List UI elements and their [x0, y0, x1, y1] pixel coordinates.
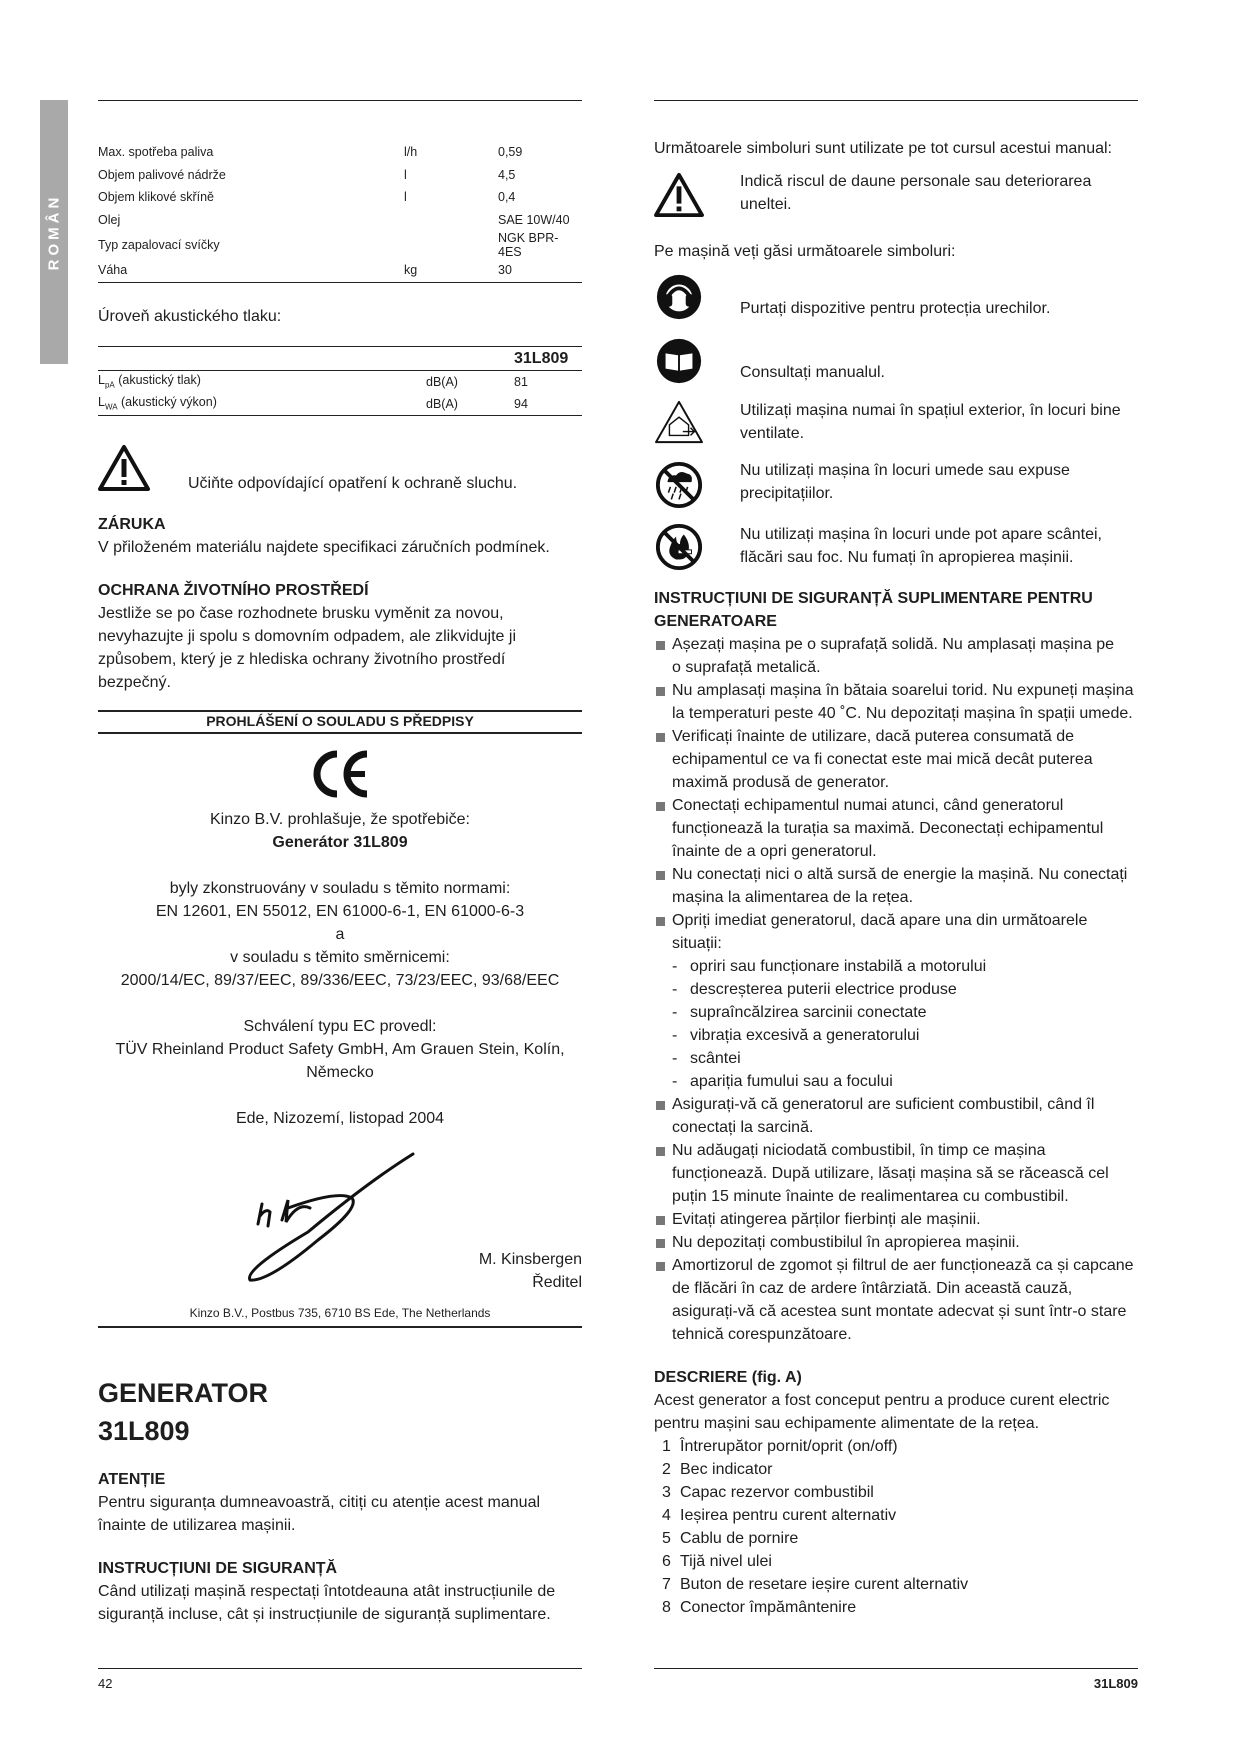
spec-row: [98, 141, 582, 164]
part-name: Capac rezervor combustibil: [680, 1484, 874, 1501]
safety-line: Când utilizați mașină respectați întotdeauna atât instrucțiunile de: [98, 1582, 556, 1600]
symbol-text-line: Nu utilizați mașina în locuri umede sau expuse: [740, 462, 1070, 479]
noise-desc: (akustický tlak): [114, 373, 201, 388]
bullet-line: Nu amplasați mașina în bătaia soarelui torid. Nu expuneți mașina: [672, 682, 1134, 699]
noise-model-header: 31L809: [514, 346, 582, 370]
ce-mark-icon: [309, 748, 371, 800]
sub-item: - apariția fumului sau a focului: [672, 1070, 1138, 1093]
part-name: Tijă nivel ulei: [680, 1553, 772, 1570]
symbol-text-line: Nu utilizați mașina în locuri unde pot apare scântei,: [740, 526, 1102, 543]
bullet-line: echipamentul ce va fi conectat este mai mică decât puterea: [672, 751, 1093, 768]
part-name: Întrerupător pornit/oprit (on/off): [680, 1438, 898, 1455]
declaration-line: Schválení typu EC provedl:: [243, 1017, 437, 1035]
spec-label: Objem palivové nádrže: [98, 167, 226, 182]
part-item: [654, 1573, 1138, 1596]
part-item: [654, 1458, 1138, 1481]
symbol-text: [740, 170, 1091, 216]
spec-unit: l: [404, 167, 407, 182]
safety-line: siguranță incluse, cât și instrucțiunile de siguranță suplimentare.: [98, 1605, 551, 1623]
bullet-line: asigurați-vă că acestea sunt montate adecvat și sunt într-o stare: [672, 1303, 1127, 1320]
declaration-and: a: [335, 925, 345, 943]
bullet-item: [654, 1254, 1138, 1346]
warranty-title: ZÁRUKA: [98, 515, 166, 533]
symbol-text: [740, 459, 1070, 505]
noise-desc: (akustický výkon): [117, 395, 217, 410]
title-line: GENERATOR: [98, 1377, 269, 1408]
declaration-title-bar: [98, 710, 582, 734]
symbol-row: [654, 273, 1138, 321]
warning-triangle-icon: [98, 444, 150, 492]
part-name: Bec indicator: [680, 1461, 773, 1478]
symbols-intro: Următoarele simboluri sunt utilizate pe tot cursul acestui manual:: [654, 140, 1112, 157]
stop-conditions-list: [654, 955, 1138, 1093]
right-column: [654, 100, 1138, 1619]
part-item: [654, 1504, 1138, 1527]
bullet-line: de flăcări în caz de ardere întârziată. Din această cauză,: [672, 1280, 1073, 1297]
bullet-item: [654, 679, 1138, 725]
bullet-line: Conectați echipamentul numai atunci, când generatorul: [672, 797, 1064, 814]
declaration-line: Kinzo B.V. prohlašuje, že spotřebiče:: [209, 810, 470, 828]
symbol-text-line: Indică riscul de daune personale sau deteriorarea: [740, 173, 1092, 190]
spec-unit: l/h: [404, 145, 418, 160]
noise-subscript: WA: [104, 402, 118, 412]
bullet-line: la temperaturi peste 40 ˚C. Nu depozitați mașina în spații umede.: [672, 705, 1133, 722]
noise-row: [98, 370, 582, 393]
noise-subscript: pA: [104, 380, 115, 390]
environment-section: [98, 579, 582, 694]
symbol-row: [654, 337, 1138, 385]
bullet-line: Așezați mașina pe o suprafață solidă. Nu amplasați mașina pe: [672, 636, 1115, 653]
sub-item: - vibrația excesivă a generatorului: [672, 1024, 1138, 1047]
bullet-item: [654, 1208, 1138, 1231]
title-model: 31L809: [98, 1415, 190, 1446]
symbol-text-line: Consultați manualul.: [740, 364, 885, 381]
noise-unit: dB(A): [426, 396, 458, 411]
bullet-line: puțin 15 minute înainte de realimentarea cu combustibil.: [672, 1188, 1069, 1205]
no-fire-icon: [654, 523, 704, 571]
description-title: DESCRIERE (fig. A): [654, 1369, 802, 1386]
bullet-item: [654, 1093, 1138, 1139]
part-number: 3: [662, 1484, 671, 1501]
noise-unit: dB(A): [426, 374, 458, 389]
footer-divider: [654, 1668, 1138, 1669]
spec-value: 0,59: [498, 145, 523, 160]
signer-role: Ředitel: [532, 1273, 582, 1291]
bullet-line: funcționează. După utilizare, lăsați mașina să se răcească cel: [672, 1165, 1109, 1182]
warning-triangle-icon: [654, 172, 704, 218]
spec-value: 0,4: [498, 190, 516, 205]
bullet-item: [654, 794, 1138, 863]
symbol-text-line: flăcări sau foc. Nu fumați în apropierea mașinii.: [740, 549, 1074, 566]
part-item: [654, 1550, 1138, 1573]
noise-symbol: L: [98, 395, 105, 410]
part-number: 6: [662, 1553, 671, 1570]
sub-item: - opriri sau funcționare instabilă a motorului: [672, 955, 1138, 978]
spec-value: 30: [498, 259, 582, 282]
attention-line: înainte de utilizarea mașinii.: [98, 1516, 296, 1534]
spec-row: [98, 209, 582, 232]
part-number: 2: [662, 1461, 671, 1478]
footer-model: 31L809: [1093, 1676, 1138, 1691]
bullet-line: Opriți imediat generatorul, dacă apare una din următoarele situații:: [672, 912, 1088, 952]
extra-safety-title: GENERATOARE: [654, 613, 777, 630]
part-number: 8: [662, 1599, 671, 1616]
hearing-warning: [98, 442, 582, 495]
declaration-title: PROHLÁŠENÍ O SOULADU S PŘEDPISY: [206, 712, 474, 729]
declaration-line: byly zkonstruovány v souladu s těmito normami:: [169, 879, 511, 897]
symbol-row: [654, 399, 1138, 445]
bullet-line: Amortizorul de zgomot și filtrul de aer funcționează ca și capcane: [672, 1257, 1134, 1274]
language-side-tab: [40, 100, 68, 364]
spec-row: [98, 259, 582, 282]
noise-value: 94: [514, 396, 528, 411]
symbol-row: [654, 461, 1138, 509]
spec-unit: l: [404, 190, 407, 205]
bullet-item: [654, 633, 1138, 679]
manual-book-icon: [654, 337, 704, 385]
signer-name: M. Kinsbergen: [478, 1250, 582, 1268]
outdoor-use-icon: [654, 399, 704, 445]
bullet-line: maximă produsă de generator.: [672, 774, 890, 791]
declaration-norms: EN 12601, EN 55012, EN 61000-6-1, EN 61000-6-3: [155, 902, 525, 920]
attention-section: [98, 1468, 582, 1537]
declaration-place-date: Ede, Nizozemí, listopad 2004: [235, 1109, 445, 1127]
declaration-product: Generátor 31L809: [272, 833, 408, 851]
spec-row: [98, 164, 582, 187]
extra-safety-list: [654, 633, 1138, 955]
spec-unit: kg: [404, 259, 498, 282]
part-number: 5: [662, 1530, 671, 1547]
sub-item: - scântei: [672, 1047, 1138, 1070]
part-item: [654, 1481, 1138, 1504]
spec-label: Objem klikové skříně: [98, 190, 215, 205]
bullet-line: tehnică corespunzătoare.: [672, 1326, 852, 1343]
signature-icon: [248, 1142, 428, 1292]
symbol-text-line: precipitațiilor.: [740, 485, 834, 502]
symbol-row: [654, 172, 1138, 218]
language-label: ROMÂN: [45, 193, 63, 271]
bullet-item: [654, 1139, 1138, 1208]
spec-unit: [404, 209, 498, 232]
spec-value: SAE 10W/40: [498, 212, 570, 227]
part-name: Ieșirea pentru curent alternativ: [680, 1507, 897, 1524]
environment-line: způsobem, který je z hlediska ochrany životního prostředí bezpečný.: [98, 650, 506, 691]
symbol-text-line: ventilate.: [740, 425, 805, 442]
spec-unit: [404, 231, 498, 259]
bullet-line: funcționează la turația sa maximă. Deconectați echipamentul: [672, 820, 1104, 837]
noise-value: 81: [514, 374, 528, 389]
part-item: [654, 1596, 1138, 1619]
attention-title: ATENȚIE: [98, 1470, 166, 1488]
declaration-approver: TÜV Rheinland Product Safety GmbH, Am Grauen Stein, Kolín,: [115, 1040, 565, 1058]
bullet-line: Nu adăugați niciodată combustibil, în timp ce mașina: [672, 1142, 1046, 1159]
noise-label: [98, 393, 426, 416]
footer-divider: [98, 1668, 582, 1669]
part-number: 4: [662, 1507, 671, 1524]
part-item: [654, 1527, 1138, 1550]
part-name: Conector împământenire: [680, 1599, 857, 1616]
document-title: [98, 1374, 582, 1450]
spec-label: Max. spotřeba paliva: [98, 145, 214, 160]
noise-table: [98, 346, 582, 416]
part-number: 7: [662, 1576, 671, 1593]
description-line: pentru mașini sau echipamente alimentate de la rețea.: [654, 1415, 1040, 1432]
environment-line: nevyhazujte ji spolu s domovním odpadem, ale zlikvidujte ji: [98, 627, 516, 645]
part-item: [654, 1435, 1138, 1458]
declaration-body: [98, 808, 582, 1130]
signer-block: [479, 1248, 582, 1294]
declaration-approver: Německo: [306, 1063, 374, 1081]
left-column: [98, 100, 582, 1626]
machine-symbols-intro: Pe mașină veți găsi următoarele simboluri:: [654, 243, 956, 260]
attention-line: Pentru siguranța dumneavoastră, citiți cu atenție acest manual: [98, 1493, 541, 1511]
spec-label: Olej: [98, 212, 121, 227]
ear-protection-icon: [654, 273, 704, 321]
signature-area: [98, 1136, 582, 1306]
top-divider: [98, 100, 582, 101]
symbol-text-line: Utilizați mașina numai în spațiul exterior, în locuri bine: [740, 402, 1121, 419]
spec-row: [98, 186, 582, 209]
bullet-line: înainte de a opri generatorul.: [672, 843, 877, 860]
bullet-line: Asigurați-vă că generatorul are suficient combustibil, când îl: [672, 1096, 1095, 1113]
symbol-text-line: Purtați dispozitive pentru protecția urechilor.: [740, 300, 1051, 317]
page-number: 42: [98, 1676, 113, 1691]
safety-section: [98, 1557, 582, 1626]
symbol-row: [654, 523, 1138, 571]
noise-symbol: L: [98, 373, 105, 388]
hearing-warning-text: Učiňte odpovídající opatření k ochraně sluchu.: [188, 474, 518, 492]
safety-title: INSTRUCȚIUNI DE SIGURANȚĂ: [98, 1559, 338, 1577]
sub-item: - descreșterea puterii electrice produse: [672, 978, 1138, 1001]
noise-row: [98, 393, 582, 416]
bullet-item: [654, 725, 1138, 794]
sound-pressure-label: Úroveň akustického tlaku:: [98, 307, 282, 325]
sub-item: - supraîncălzirea sarcinii conectate: [672, 1001, 1138, 1024]
bullet-line: mașina la alimentarea de la rețea.: [672, 889, 914, 906]
part-name: Cablu de pornire: [680, 1530, 799, 1547]
bullet-item: [654, 909, 1138, 955]
parts-list: [654, 1435, 1138, 1619]
bullet-line: Nu conectați nici o altă sursă de energie la mașină. Nu conectați: [672, 866, 1128, 883]
bullet-line: Evitați atingerea părților fierbinți ale mașinii.: [672, 1211, 981, 1228]
spec-value: NGK BPR-4ES: [498, 231, 559, 259]
declaration-directives: 2000/14/EC, 89/37/EEC, 89/336/EEC, 73/23/EEC, 93/68/EEC: [120, 971, 560, 989]
top-divider: [654, 100, 1138, 101]
environment-title: OCHRANA ŽIVOTNÍHO PROSTŘEDÍ: [98, 581, 369, 599]
spec-label: Typ zapalovací svíčky: [98, 238, 220, 252]
part-name: Buton de resetare ieșire curent alternativ: [680, 1576, 969, 1593]
symbol-text-line: uneltei.: [740, 196, 792, 213]
company-address: Kinzo B.V., Postbus 735, 6710 BS Ede, The Netherlands: [98, 1306, 582, 1328]
bullet-line: o suprafață metalică.: [672, 659, 821, 676]
description-section: [654, 1366, 1138, 1619]
part-number: 1: [662, 1438, 671, 1455]
bullet-line: Verificați înainte de utilizare, dacă puterea consumată de: [672, 728, 1075, 745]
symbol-text: [740, 523, 1102, 569]
declaration-line: v souladu s těmito směrnicemi:: [230, 948, 450, 966]
spec-row: [98, 231, 582, 259]
extra-safety-section: [654, 587, 1138, 1346]
warranty-text: V přiloženém materiálu najdete specifikaci záručních podmínek.: [98, 538, 550, 556]
spec-value: 4,5: [498, 167, 516, 182]
spec-label: Váha: [98, 259, 404, 282]
spec-table: [98, 141, 582, 283]
extra-safety-list-continued: [654, 1093, 1138, 1346]
symbol-text: [740, 399, 1121, 445]
bullet-item: [654, 1231, 1138, 1254]
environment-line: Jestliže se po čase rozhodnete brusku vyměnit za novou,: [98, 604, 504, 622]
noise-label: [98, 370, 426, 393]
bullet-item: [654, 863, 1138, 909]
no-rain-icon: [654, 461, 704, 509]
bullet-line: conectați la sarcină.: [672, 1119, 814, 1136]
description-line: Acest generator a fost conceput pentru a produce curent electric: [654, 1392, 1110, 1409]
extra-safety-title: INSTRUCȚIUNI DE SIGURANȚĂ SUPLIMENTARE PENTRU: [654, 590, 1093, 607]
bullet-line: Nu depozitați combustibilul în apropierea mașinii.: [672, 1234, 1020, 1251]
warranty-section: [98, 513, 582, 559]
